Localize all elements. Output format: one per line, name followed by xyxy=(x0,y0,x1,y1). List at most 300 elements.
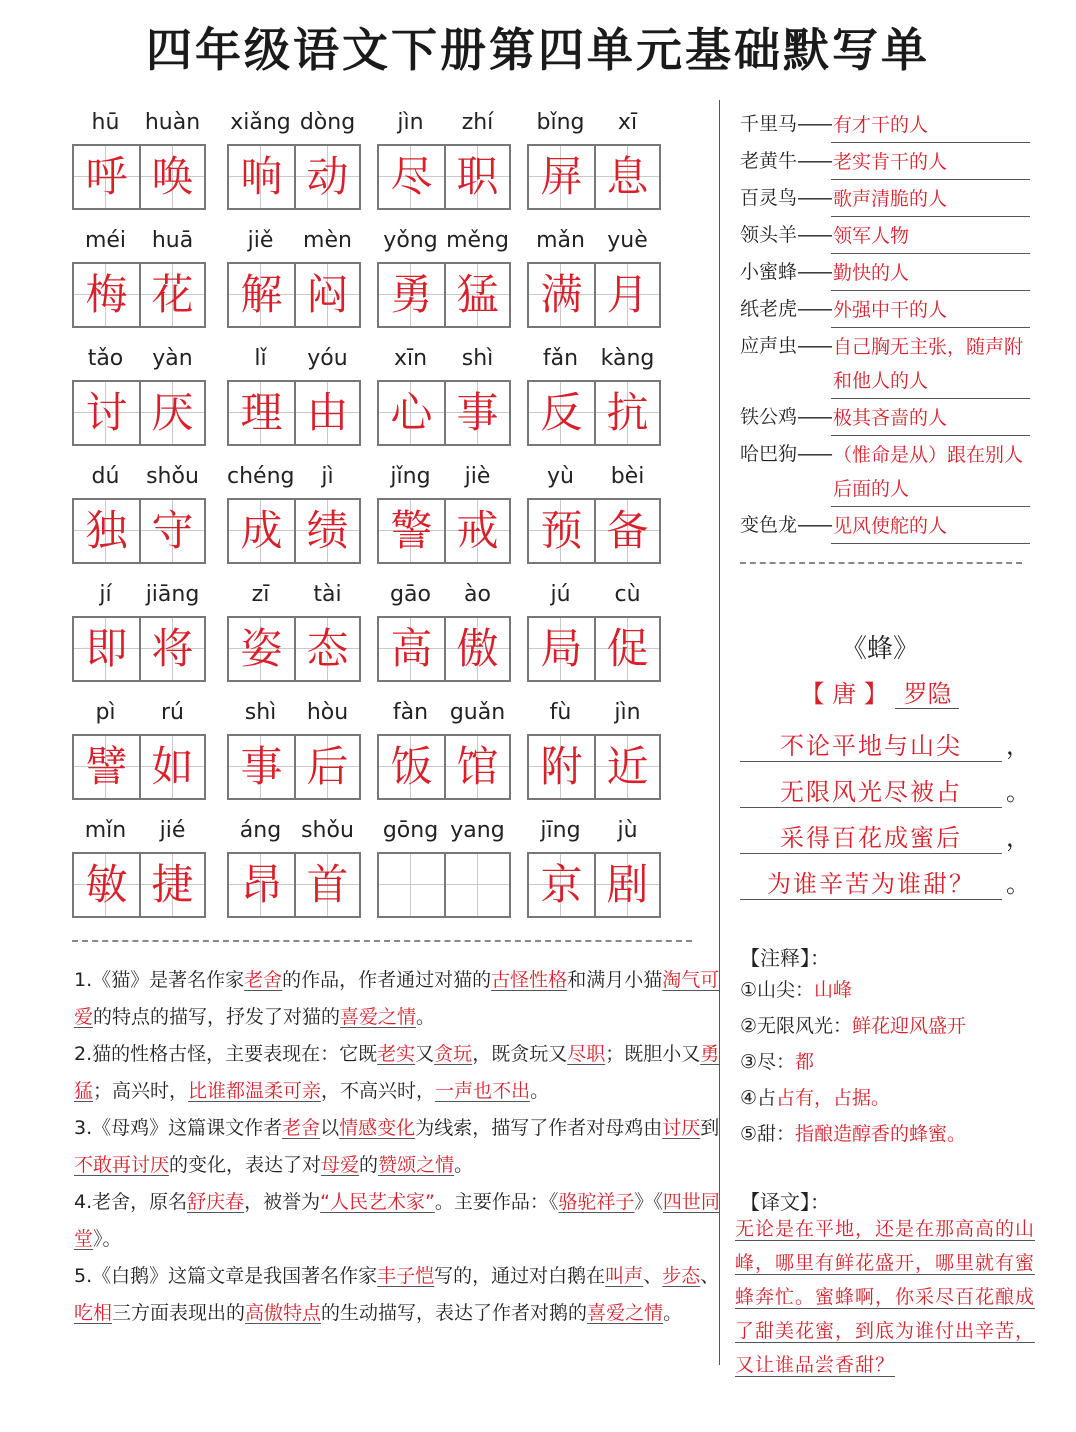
idiom-meaning: 自己胸无主张，随声附和他人的人 xyxy=(831,330,1030,399)
note-answer: 舒庆春 xyxy=(187,1191,245,1213)
writing-box xyxy=(527,852,661,918)
hanzi-cell: 敏 xyxy=(74,854,139,916)
note-answer: 叫声 xyxy=(605,1265,644,1287)
glossary-item xyxy=(740,1008,1040,1044)
pinyin: tǎo xyxy=(87,346,124,371)
pinyin: xī xyxy=(617,110,638,135)
idiom-term: 铁公鸡 xyxy=(740,406,798,428)
pinyin-pair xyxy=(227,582,361,616)
idiom-row xyxy=(740,436,1030,507)
hanzi-cell: 首 xyxy=(294,854,359,916)
pinyin-pair xyxy=(227,110,361,144)
word-entry xyxy=(227,462,361,572)
note-text: ，被誉为 xyxy=(244,1191,321,1213)
note-text: 4.老舍，原名 xyxy=(74,1191,188,1213)
writing-box xyxy=(527,734,661,800)
writing-box xyxy=(72,144,206,210)
glossary-meaning: 占有，占据。 xyxy=(776,1087,891,1109)
hanzi-cell: 守 xyxy=(139,500,204,562)
note-text: 。 xyxy=(530,1080,550,1102)
idiom-dash: —— xyxy=(797,406,832,428)
hanzi-cell: 尽 xyxy=(379,146,444,208)
glossary-term: ⑤甜： xyxy=(740,1123,796,1145)
writing-box xyxy=(227,734,361,800)
writing-box xyxy=(527,380,661,446)
idiom-meaning: 见风使舵的人 xyxy=(831,509,1030,544)
pinyin: yǒng xyxy=(383,228,438,253)
word-entry xyxy=(72,698,206,808)
pinyin: bǐng xyxy=(536,110,585,135)
pinyin: yóu xyxy=(307,346,348,371)
hanzi-cell: 动 xyxy=(294,146,359,208)
pinyin: měng xyxy=(446,228,509,253)
idiom-term: 领头羊 xyxy=(740,224,798,246)
note-answer: 一声也不出 xyxy=(435,1080,531,1102)
writing-box xyxy=(527,498,661,564)
pinyin: jù xyxy=(617,818,638,843)
idiom-meaning: 勤快的人 xyxy=(831,256,1030,291)
pinyin: shǒu xyxy=(301,818,354,843)
writing-box xyxy=(377,734,511,800)
pinyin-pair xyxy=(377,346,511,380)
hanzi-cell: 局 xyxy=(529,618,594,680)
pinyin: zhí xyxy=(461,110,494,135)
word-entry xyxy=(527,344,661,454)
note-text: 3.《母鸡》这篇课文作者 xyxy=(74,1117,283,1139)
pinyin-pair xyxy=(72,346,206,380)
pinyin: jiāng xyxy=(145,582,200,607)
glossary-item xyxy=(740,1080,1040,1116)
hanzi-cell: 傲 xyxy=(444,618,509,680)
writing-box xyxy=(72,380,206,446)
poem-punctuation: 。 xyxy=(1006,778,1030,806)
hanzi-cell: 附 xyxy=(529,736,594,798)
grid-row xyxy=(72,698,664,816)
pinyin-pair xyxy=(377,582,511,616)
pinyin-pair xyxy=(227,464,361,498)
glossary-meaning: 山峰 xyxy=(814,979,853,1001)
idiom-term: 老黄牛 xyxy=(740,150,798,172)
note-item xyxy=(74,1184,722,1258)
hanzi-cell: 讨 xyxy=(74,382,139,444)
hanzi-cell: 预 xyxy=(529,500,594,562)
hanzi-cell: 饭 xyxy=(379,736,444,798)
pinyin: bèi xyxy=(610,464,645,489)
writing-box xyxy=(227,616,361,682)
word-entry xyxy=(227,698,361,808)
note-text: 5.《白鹅》这篇文章是我国著名作家 xyxy=(74,1265,378,1287)
hanzi-cell: 昂 xyxy=(229,854,294,916)
glossary xyxy=(740,972,1040,1152)
note-text: 2.猫的性格古怪，主要表现在：它既 xyxy=(74,1043,378,1065)
idiom-meaning: 领军人物 xyxy=(831,219,1030,254)
note-answer: 骆驼祥子 xyxy=(558,1191,635,1213)
writing-box xyxy=(72,262,206,328)
pinyin: áng xyxy=(239,818,282,843)
pinyin: kàng xyxy=(600,346,655,371)
idiom-row xyxy=(740,106,1030,143)
hanzi-cell: 月 xyxy=(594,264,659,326)
pinyin: yuè xyxy=(607,228,648,253)
pinyin: jì xyxy=(321,464,334,489)
pinyin: cù xyxy=(614,582,641,607)
writing-box xyxy=(227,144,361,210)
note-text: 写的，通过对白鹅在 xyxy=(434,1265,606,1287)
word-entry xyxy=(527,226,661,336)
hanzi-cell: 备 xyxy=(594,500,659,562)
pinyin: fù xyxy=(549,700,572,725)
hanzi-cell: 屏 xyxy=(529,146,594,208)
note-answer: 老舍 xyxy=(282,1117,321,1139)
hanzi-cell: 事 xyxy=(229,736,294,798)
word-entry xyxy=(527,816,661,926)
pinyin: méi xyxy=(84,228,127,253)
hanzi-cell: 解 xyxy=(229,264,294,326)
pinyin: fàn xyxy=(392,700,429,725)
pinyin: jú xyxy=(550,582,571,607)
note-text: 1.《猫》是著名作家 xyxy=(74,969,245,991)
pinyin-pair xyxy=(377,818,511,852)
pinyin-pair xyxy=(527,818,661,852)
pinyin: jí xyxy=(99,582,112,607)
word-entry xyxy=(72,344,206,454)
pinyin-pair xyxy=(377,464,511,498)
hanzi-cell: 响 xyxy=(229,146,294,208)
note-answer: 不敢再讨厌 xyxy=(74,1154,170,1176)
note-answer: 讨厌 xyxy=(662,1117,701,1139)
note-item xyxy=(74,962,722,1036)
note-text: 到 xyxy=(700,1117,720,1139)
word-entry xyxy=(72,108,206,218)
idiom-meaning: 极其吝啬的人 xyxy=(831,401,1030,436)
note-answer: 情感变化 xyxy=(339,1117,416,1139)
pinyin: shǒu xyxy=(146,464,199,489)
pinyin: mǐn xyxy=(84,818,127,843)
hanzi-cell: 由 xyxy=(294,382,359,444)
hanzi-cell: 京 xyxy=(529,854,594,916)
idiom-divider xyxy=(740,562,1022,564)
word-entry xyxy=(377,344,511,454)
translation-label: 【译文】： xyxy=(740,1190,830,1214)
translation xyxy=(735,1212,1035,1382)
idiom-dash: —— xyxy=(797,224,832,246)
hanzi-cell: 职 xyxy=(444,146,509,208)
hanzi-cell: 厌 xyxy=(139,382,204,444)
note-text: ；高兴时， xyxy=(93,1080,189,1102)
hanzi-cell xyxy=(379,854,444,916)
poem-punctuation: 。 xyxy=(1006,870,1030,898)
word-entry xyxy=(527,108,661,218)
glossary-term: ②无限风光： xyxy=(740,1015,853,1037)
pinyin: pì xyxy=(95,700,116,725)
hanzi-cell: 即 xyxy=(74,618,139,680)
note-text: 的特点的描写，抒发了对猫的 xyxy=(93,1006,341,1028)
idiom-dash: —— xyxy=(797,514,832,536)
idiom-dash: —— xyxy=(797,443,832,465)
hanzi-cell: 事 xyxy=(444,382,509,444)
knowledge-notes xyxy=(74,962,722,1332)
note-item xyxy=(74,1258,722,1332)
note-text: ；既胆小又 xyxy=(605,1043,701,1065)
idiom-row xyxy=(740,254,1030,291)
note-text: ，既贪玩又 xyxy=(472,1043,568,1065)
pinyin: xiǎng xyxy=(230,110,291,135)
writing-box xyxy=(377,144,511,210)
hanzi-cell: 呼 xyxy=(74,146,139,208)
writing-box xyxy=(72,616,206,682)
note-answer: 老实 xyxy=(377,1043,416,1065)
word-entry xyxy=(377,580,511,690)
note-text: 的生动描写，表达了作者对鹅的 xyxy=(321,1302,588,1324)
pinyin: yù xyxy=(547,464,574,489)
pinyin: yang xyxy=(450,818,505,843)
pinyin: hòu xyxy=(306,700,349,725)
note-text: 。 xyxy=(454,1154,474,1176)
poem-line-text: 采得百花成蜜后 xyxy=(740,818,1002,854)
writing-box xyxy=(377,616,511,682)
hanzi-cell: 绩 xyxy=(294,500,359,562)
pinyin: tài xyxy=(313,582,342,607)
pinyin: jiè xyxy=(464,464,491,489)
note-text: 和满月小猫 xyxy=(567,969,663,991)
note-text: 、 xyxy=(643,1265,663,1287)
pinyin-pair xyxy=(527,228,661,262)
idiom-dash: —— xyxy=(797,150,832,172)
note-item xyxy=(74,1110,722,1184)
grid-row xyxy=(72,344,664,462)
pinyin: jìn xyxy=(397,110,424,135)
pinyin: xīn xyxy=(393,346,428,371)
hanzi-cell: 闷 xyxy=(294,264,359,326)
note-answer: 淘气可爱 xyxy=(74,969,720,1028)
note-text: 》《 xyxy=(634,1191,663,1213)
writing-box xyxy=(72,852,206,918)
pinyin: jié xyxy=(159,818,186,843)
note-answer: 高傲特点 xyxy=(245,1302,322,1324)
pinyin-pair xyxy=(527,110,661,144)
pinyin: dú xyxy=(91,464,120,489)
pinyin-pair xyxy=(527,582,661,616)
idiom-row xyxy=(740,507,1030,544)
poem-title: 《蜂》 xyxy=(840,634,919,664)
pinyin-pair xyxy=(377,700,511,734)
pinyin: lǐ xyxy=(254,346,267,371)
hanzi-cell: 警 xyxy=(379,500,444,562)
word-entry xyxy=(72,462,206,572)
poem-punctuation: ， xyxy=(1006,824,1030,852)
pinyin-pair xyxy=(72,110,206,144)
character-grid xyxy=(72,108,664,934)
pinyin: huàn xyxy=(144,110,201,135)
pinyin: mǎn xyxy=(536,228,585,253)
note-answer: 步态 xyxy=(662,1265,701,1287)
pinyin: huā xyxy=(151,228,194,253)
note-text: 又 xyxy=(415,1043,435,1065)
hanzi-cell: 近 xyxy=(594,736,659,798)
idiom-row xyxy=(740,328,1030,399)
note-answer: 喜爱之情 xyxy=(587,1302,664,1324)
idiom-row xyxy=(740,143,1030,180)
poem-line xyxy=(740,818,1030,854)
glossary-item xyxy=(740,1044,1040,1080)
pinyin-pair xyxy=(72,464,206,498)
pinyin: ào xyxy=(464,582,491,607)
pinyin-pair xyxy=(72,582,206,616)
hanzi-cell: 姿 xyxy=(229,618,294,680)
note-answer: 丰子恺 xyxy=(377,1265,435,1287)
hanzi-cell: 猛 xyxy=(444,264,509,326)
word-entry xyxy=(377,226,511,336)
glossary-item xyxy=(740,1116,1040,1152)
word-entry xyxy=(377,816,511,926)
writing-box xyxy=(377,852,511,918)
word-entry xyxy=(527,698,661,808)
idiom-row xyxy=(740,291,1030,328)
hanzi-cell: 成 xyxy=(229,500,294,562)
idiom-meaning: 有才干的人 xyxy=(831,108,1030,143)
idiom-meaning: （惟命是从）跟在别人后面的人 xyxy=(831,438,1030,507)
idiom-dash: —— xyxy=(797,187,832,209)
idiom-row xyxy=(740,217,1030,254)
pinyin-pair xyxy=(72,700,206,734)
writing-box xyxy=(72,498,206,564)
glossary-meaning: 指酿造醇香的蜂蜜。 xyxy=(795,1123,967,1145)
note-answer: 贪玩 xyxy=(434,1043,473,1065)
writing-box xyxy=(227,498,361,564)
writing-box xyxy=(527,144,661,210)
hanzi-cell: 反 xyxy=(529,382,594,444)
pinyin: shì xyxy=(244,700,277,725)
pinyin: guǎn xyxy=(449,700,506,725)
hanzi-cell: 独 xyxy=(74,500,139,562)
pinyin: gōng xyxy=(382,818,439,843)
note-text: 、 xyxy=(700,1265,720,1287)
pinyin: hū xyxy=(91,110,120,135)
word-entry xyxy=(227,816,361,926)
pinyin-pair xyxy=(527,346,661,380)
hanzi-cell: 后 xyxy=(294,736,359,798)
pinyin-pair xyxy=(227,818,361,852)
pinyin: rú xyxy=(161,700,184,725)
word-entry xyxy=(72,580,206,690)
grid-row xyxy=(72,108,664,226)
hanzi-cell: 心 xyxy=(379,382,444,444)
pinyin: jǐng xyxy=(390,464,431,489)
pinyin: jiě xyxy=(247,228,274,253)
note-answer: 比谁都温柔可亲 xyxy=(188,1080,322,1102)
poem-line-text: 为谁辛苦为谁甜？ xyxy=(740,864,1002,900)
glossary-meaning: 鲜花迎风盛开 xyxy=(852,1015,967,1037)
hanzi-cell: 抗 xyxy=(594,382,659,444)
poem-dynasty: 【 唐 】 xyxy=(800,680,888,708)
glossary-term: ①山尖： xyxy=(740,979,815,1001)
writing-box xyxy=(527,262,661,328)
pinyin: fǎn xyxy=(542,346,579,371)
writing-box xyxy=(527,616,661,682)
idiom-row xyxy=(740,399,1030,436)
note-text: 。 xyxy=(416,1006,436,1028)
glossary-meaning: 都 xyxy=(795,1051,815,1073)
pinyin: dòng xyxy=(299,110,356,135)
pinyin: gāo xyxy=(390,582,431,607)
idiom-dash: —— xyxy=(797,261,832,283)
writing-box xyxy=(377,380,511,446)
idiom-dash: —— xyxy=(797,298,832,320)
hanzi-cell: 如 xyxy=(139,736,204,798)
note-text: 。主要作品：《 xyxy=(434,1191,559,1213)
pinyin-pair xyxy=(227,346,361,380)
word-entry xyxy=(377,698,511,808)
pinyin: zī xyxy=(251,582,270,607)
note-answer: 母爱 xyxy=(321,1154,360,1176)
word-entry xyxy=(72,226,206,336)
idiom-meaning: 歌声清脆的人 xyxy=(831,182,1030,217)
hanzi-cell: 满 xyxy=(529,264,594,326)
note-text: 的 xyxy=(359,1154,379,1176)
glossary-term: ③尽： xyxy=(740,1051,796,1073)
pinyin-pair xyxy=(72,228,206,262)
pinyin: jìn xyxy=(614,700,641,725)
hanzi-cell: 譬 xyxy=(74,736,139,798)
note-answer: 老舍 xyxy=(244,969,283,991)
hanzi-cell: 捷 xyxy=(139,854,204,916)
note-text: 为线索，描写了作者对母鸡由 xyxy=(415,1117,663,1139)
note-text: 以 xyxy=(320,1117,340,1139)
hanzi-cell: 唤 xyxy=(139,146,204,208)
poem-line-text: 不论平地与山尖 xyxy=(740,726,1002,762)
grid-divider xyxy=(72,940,692,942)
pinyin-pair xyxy=(527,700,661,734)
hanzi-cell: 将 xyxy=(139,618,204,680)
idiom-row xyxy=(740,180,1030,217)
note-text: ，不高兴时， xyxy=(321,1080,436,1102)
idiom-term: 应声虫 xyxy=(740,335,798,357)
idiom-term: 变色龙 xyxy=(740,514,798,536)
hanzi-cell: 花 xyxy=(139,264,204,326)
hanzi-cell: 梅 xyxy=(74,264,139,326)
pinyin-pair xyxy=(527,464,661,498)
note-text: 的变化，表达了对 xyxy=(169,1154,322,1176)
idiom-term: 千里马 xyxy=(740,113,798,135)
poem-line xyxy=(740,772,1030,808)
grid-row xyxy=(72,580,664,698)
hanzi-cell xyxy=(444,854,509,916)
grid-row xyxy=(72,462,664,580)
word-entry xyxy=(377,108,511,218)
poem-line-text: 无限风光尽被占 xyxy=(740,772,1002,808)
glossary-term: ④占 xyxy=(740,1087,777,1109)
pinyin-pair xyxy=(377,228,511,262)
glossary-label: 【注释】： xyxy=(740,946,830,970)
hanzi-cell: 戒 xyxy=(444,500,509,562)
pinyin-pair xyxy=(72,818,206,852)
hanzi-cell: 理 xyxy=(229,382,294,444)
note-answer: 喜爱之情 xyxy=(340,1006,417,1028)
note-answer: 四世同堂 xyxy=(74,1191,720,1250)
pinyin-pair xyxy=(227,700,361,734)
grid-row xyxy=(72,816,664,934)
hanzi-cell: 剧 xyxy=(594,854,659,916)
hanzi-cell: 高 xyxy=(379,618,444,680)
pinyin: chéng xyxy=(227,464,295,489)
writing-box xyxy=(227,852,361,918)
note-text: 。 xyxy=(663,1302,683,1324)
word-entry xyxy=(227,108,361,218)
note-text: 三方面表现出的 xyxy=(112,1302,246,1324)
idiom-term: 小蜜蜂 xyxy=(740,261,798,283)
idiom-meaning: 老实肯干的人 xyxy=(831,145,1030,180)
hanzi-cell: 态 xyxy=(294,618,359,680)
